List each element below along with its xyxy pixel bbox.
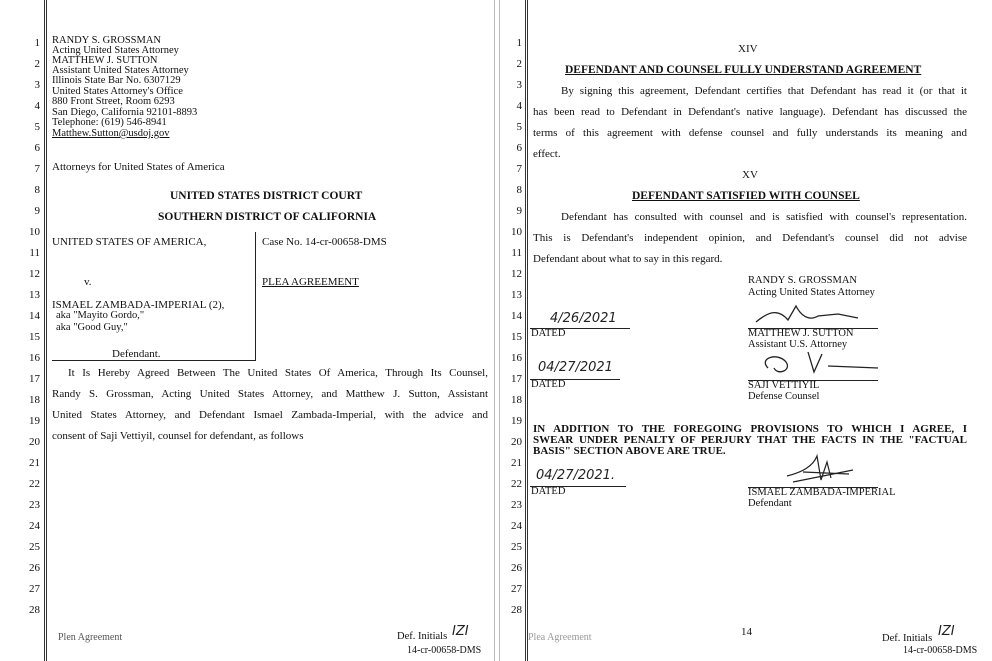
line-number: 6: [34, 142, 40, 154]
signature-sutton-icon: [748, 300, 868, 330]
aka-2: aka "Good Guy,": [56, 322, 128, 333]
line-number: 9: [516, 205, 522, 217]
signer-title: Acting United States Attorney: [748, 287, 875, 298]
margin-rule: [44, 0, 45, 661]
line-number: 23: [511, 499, 522, 511]
line-number: 11: [29, 247, 40, 259]
line-number: 8: [34, 184, 40, 196]
header-line: MATTHEW J. SUTTON: [52, 55, 158, 66]
handwritten-date: 04/27/2021: [538, 360, 613, 375]
line-number: 5: [516, 121, 522, 133]
versus: v.: [84, 276, 92, 288]
signature-zambada-icon: [783, 452, 863, 488]
footer-initials-label: Def. Initials: [882, 633, 933, 644]
sworn-line: BASIS" SECTION ABOVE ARE TRUE.: [533, 445, 726, 457]
plaintiff: UNITED STATES OF AMERICA,: [52, 236, 207, 248]
page-number: 14: [741, 626, 752, 638]
line-number: 12: [29, 268, 40, 280]
line-number: 28: [511, 604, 522, 616]
body-line: Randy S. Grossman, Acting United States Attorney, and Matthew J. Sutton, Assistant: [52, 388, 488, 400]
line-number: 9: [34, 205, 40, 217]
header-line: RANDY S. GROSSMAN: [52, 35, 162, 46]
line-number: 2: [516, 58, 522, 70]
header-line: Assistant United States Attorney: [52, 65, 189, 76]
section-number: XIV: [738, 43, 758, 55]
margin-rule: [46, 0, 47, 661]
line-number: 25: [29, 541, 40, 553]
caption-rule: [52, 360, 256, 361]
line-number: 4: [34, 100, 40, 112]
document-title: PLEA AGREEMENT: [262, 276, 359, 288]
line-number: 12: [511, 268, 522, 280]
footer-initials-label: Def. Initials: [397, 631, 448, 642]
header-line: 880 Front Street, Room 6293: [52, 96, 175, 107]
dated-label: DATED: [531, 379, 566, 390]
dated-label: DATED: [531, 328, 566, 339]
header-line: Illinois State Bar No. 6307129: [52, 75, 181, 86]
line-number: 26: [29, 562, 40, 574]
line-number: 21: [29, 457, 40, 469]
section-title: DEFENDANT AND COUNSEL FULLY UNDERSTAND AGREEMENT: [565, 64, 922, 76]
signer-title: Assistant U.S. Attorney: [748, 339, 848, 350]
line-number: 10: [29, 226, 40, 238]
header-line: San Diego, California 92101-8893: [52, 107, 198, 118]
signer-name: SAJI VETTIYIL: [748, 380, 820, 391]
sworn-line: SWEAR UNDER PENALTY OF PERJURY THAT THE FACTS IN THE "FACTUAL: [533, 434, 967, 446]
line-number: 18: [29, 394, 40, 406]
caption-divider: [255, 232, 256, 361]
section-line: effect.: [533, 148, 561, 160]
section-number: XV: [742, 169, 758, 181]
handwritten-date: 04/27/2021.: [536, 468, 616, 483]
footer-case-number: 14-cr-00658-DMS: [407, 645, 482, 656]
defendant-name: ISMAEL ZAMBADA-IMPERIAL (2),: [52, 299, 225, 311]
section-title: DEFENDANT SATISFIED WITH COUNSEL: [632, 190, 860, 202]
line-number: 22: [29, 478, 40, 490]
line-number: 6: [516, 142, 522, 154]
line-number: 19: [29, 415, 40, 427]
margin-rule: [527, 0, 528, 661]
line-number: 20: [29, 436, 40, 448]
handwritten-date: 4/26/2021: [550, 311, 617, 326]
line-number: 8: [516, 184, 522, 196]
header-line: Telephone: (619) 546-8941: [52, 117, 167, 128]
line-number: 26: [511, 562, 522, 574]
dated-label: DATED: [531, 486, 566, 497]
defendant-label: Defendant.: [112, 348, 161, 360]
line-number: 13: [29, 289, 40, 301]
signer-name: MATTHEW J. SUTTON: [748, 328, 854, 339]
line-number: 7: [516, 163, 522, 175]
line-number: 17: [511, 373, 522, 385]
initials-handwritten: IZI: [938, 624, 955, 639]
left-page: [0, 0, 495, 661]
line-number: 16: [29, 352, 40, 364]
line-number: 13: [511, 289, 522, 301]
section-line: Defendant about what to say in this regard.: [533, 253, 723, 265]
line-number: 24: [511, 520, 522, 532]
line-number: 4: [516, 100, 522, 112]
line-number: 11: [511, 247, 522, 259]
initials-handwritten: IZI: [452, 624, 469, 639]
line-number: 7: [34, 163, 40, 175]
line-number: 10: [511, 226, 522, 238]
email-link[interactable]: Matthew.Sutton@usdoj.gov: [52, 128, 170, 139]
section-line: By signing this agreement, Defendant certifies that Defendant has read it (or that it: [561, 85, 967, 97]
district-title: SOUTHERN DISTRICT OF CALIFORNIA: [158, 211, 377, 223]
footer-title: Plen Agreement: [58, 632, 123, 643]
line-number: 15: [511, 331, 522, 343]
line-number: 17: [29, 373, 40, 385]
right-page: [498, 0, 992, 661]
line-number: 5: [34, 121, 40, 133]
line-number: 16: [511, 352, 522, 364]
aka-1: aka "Mayito Gordo,": [56, 310, 145, 321]
line-number: 2: [34, 58, 40, 70]
footer-case-number: 14-cr-00658-DMS: [903, 645, 978, 656]
section-line: Defendant has consulted with counsel and is satisfied with counsel's representation.: [561, 211, 967, 223]
attorneys-for: Attorneys for United States of America: [52, 161, 225, 173]
header-line: Acting United States Attorney: [52, 45, 179, 56]
line-number: 20: [511, 436, 522, 448]
body-line: consent of Saji Vettiyil, counsel for defendant, as follows: [52, 430, 304, 442]
line-number: 22: [511, 478, 522, 490]
footer-title: Plea Agreement: [528, 632, 592, 643]
line-number: 28: [29, 604, 40, 616]
body-line: United States Attorney, and Defendant Ismael Zambada-Imperial, with the advice and: [52, 409, 488, 421]
line-number: 24: [29, 520, 40, 532]
signature-vettiyil-icon: [748, 348, 888, 380]
sworn-line: IN ADDITION TO THE FOREGOING PROVISIONS TO WHICH I AGREE, I: [533, 423, 967, 435]
line-number: 27: [511, 583, 522, 595]
line-number: 25: [511, 541, 522, 553]
margin-rule: [525, 0, 526, 661]
line-number: 3: [34, 79, 40, 91]
signer-title: Defense Counsel: [748, 391, 820, 402]
line-number: 3: [516, 79, 522, 91]
signer-name: ISMAEL ZAMBADA-IMPERIAL: [748, 487, 896, 498]
signer-title: Defendant: [748, 498, 792, 509]
line-number: 1: [516, 37, 522, 49]
section-line: terms of this agreement with defense counsel and fully understands its meaning and: [533, 127, 967, 139]
section-line: has been read to Defendant in Defendant's native language). Defendant has discussed the: [533, 106, 967, 118]
line-number: 14: [29, 310, 40, 322]
court-title: UNITED STATES DISTRICT COURT: [170, 190, 363, 202]
line-number: 21: [511, 457, 522, 469]
line-number: 27: [29, 583, 40, 595]
line-number: 18: [511, 394, 522, 406]
header-line: United States Attorney's Office: [52, 86, 183, 97]
body-line: It Is Hereby Agreed Between The United States Of America, Through Its Counsel,: [68, 367, 488, 379]
line-number: 23: [29, 499, 40, 511]
line-number: 14: [511, 310, 522, 322]
section-line: This is Defendant's independent opinion, and Defendant's counsel did not advise: [533, 232, 967, 244]
case-number: Case No. 14-cr-00658-DMS: [262, 236, 387, 248]
line-number: 15: [29, 331, 40, 343]
signer-name: RANDY S. GROSSMAN: [748, 275, 858, 286]
line-number: 19: [511, 415, 522, 427]
line-number: 1: [34, 37, 40, 49]
